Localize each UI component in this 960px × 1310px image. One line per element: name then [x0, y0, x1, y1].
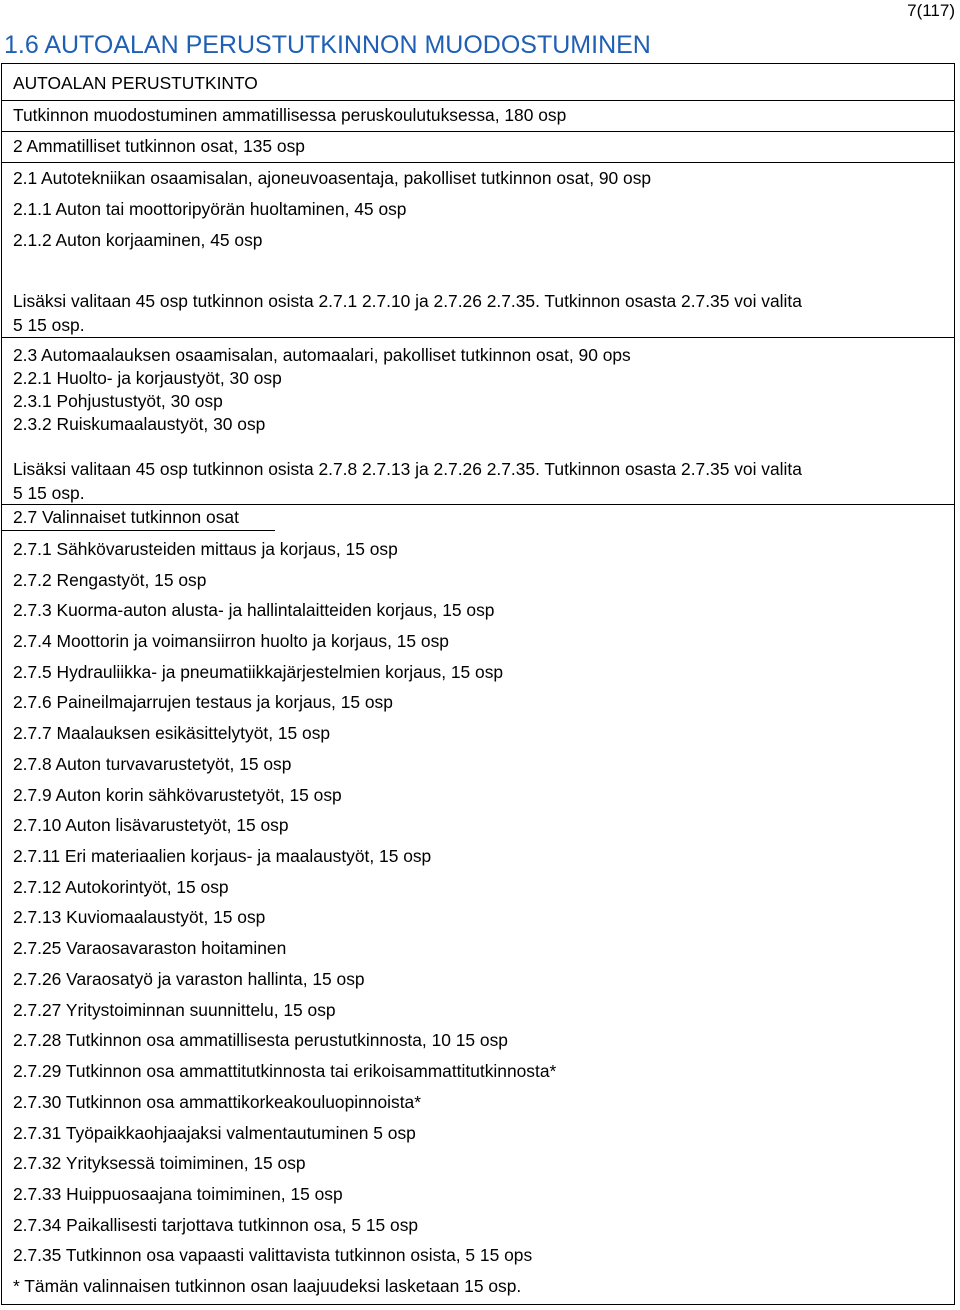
elective-item: 2.7.12 Autokorintyöt, 15 osp [13, 877, 229, 897]
elective-item: 2.7.25 Varaosavaraston hoitaminen [13, 938, 287, 958]
elective-item: 2.7.26 Varaosatyö ja varaston hallinta, 15 osp [13, 969, 365, 989]
elective-item: 2.7.6 Paineilmajarrujen testaus ja korjaus, 15 osp [13, 692, 393, 712]
degree-structure-table [1, 63, 955, 1305]
unit-2-3-1: 2.3.1 Pohjustustyöt, 30 osp [13, 391, 223, 411]
elective-item: 2.7.31 Työpaikkaohjaajaksi valmentautuminen 5 osp [13, 1123, 416, 1143]
unit-2-3-2: 2.3.2 Ruiskumaalaustyöt, 30 osp [13, 414, 266, 434]
elective-item: 2.7.10 Auton lisävarustetyöt, 15 osp [13, 815, 289, 835]
elective-item: 2.7.35 Tutkinnon osa vapaasti valittavista tutkinnon osista, 5 15 ops [13, 1245, 533, 1265]
elective-item: 2.7.11 Eri materiaalien korjaus- ja maalaustyöt, 15 osp [13, 846, 432, 866]
elective-item: 2.7.30 Tutkinnon osa ammattikorkeakouluopinnoista* [13, 1092, 421, 1112]
elective-item: 2.7.32 Yrityksessä toimiminen, 15 osp [13, 1153, 306, 1173]
row-divider [2, 100, 954, 101]
elective-item: 2.7.2 Rengastyöt, 15 osp [13, 570, 207, 590]
elective-item: 2.7.5 Hydrauliikka- ja pneumatiikkajärjestelmien korjaus, 15 osp [13, 662, 504, 682]
elective-item: 2.7.4 Moottorin ja voimansiirron huolto ja korjaus, 15 osp [13, 631, 449, 651]
elective-note-1-line-2: 5 15 osp. [13, 315, 85, 335]
elective-item: 2.7.33 Huippuosaajana toimiminen, 15 osp [13, 1184, 343, 1204]
row-divider [2, 337, 954, 338]
specialisation-car-painting: 2.3 Automaalauksen osaamisalan, automaalari, pakolliset tutkinnon osat, 90 ops [13, 345, 631, 365]
section-heading: 1.6 AUTOALAN PERUSTUTKINNON MUODOSTUMINEN [4, 31, 651, 59]
vocational-units: 2 Ammatilliset tutkinnon osat, 135 osp [13, 136, 305, 156]
elective-item: 2.7.29 Tutkinnon osa ammattitutkinnosta tai erikoisammattitutkinnosta* [13, 1061, 557, 1081]
elective-units-heading: 2.7 Valinnaiset tutkinnon osat [13, 507, 239, 527]
elective-item: 2.7.7 Maalauksen esikäsittelytyöt, 15 osp [13, 723, 331, 743]
unit-2-2-1: 2.2.1 Huolto- ja korjaustyöt, 30 osp [13, 368, 282, 388]
elective-note-2-line-1: Lisäksi valitaan 45 osp tutkinnon osista 2.7.8 2.7.13 ja 2.7.26 2.7.35. Tutkinnon osasta 2.7.35 voi valita [13, 459, 802, 479]
unit-2-1-1: 2.1.1 Auton tai moottoripyörän huoltaminen, 45 osp [13, 199, 407, 219]
row-divider [2, 131, 954, 132]
elective-item: 2.7.13 Kuviomaalaustyöt, 15 osp [13, 907, 266, 927]
unit-2-1-2: 2.1.2 Auton korjaaminen, 45 osp [13, 230, 263, 250]
degree-composition: Tutkinnon muodostuminen ammatillisessa peruskoulutuksessa, 180 osp [13, 105, 567, 125]
elective-item: 2.7.34 Paikallisesti tarjottava tutkinnon osa, 5 15 osp [13, 1215, 419, 1235]
footnote: * Tämän valinnaisen tutkinnon osan laajuudeksi lasketaan 15 osp. [13, 1276, 522, 1296]
elective-item: 2.7.28 Tutkinnon osa ammatillisesta perustutkinnosta, 10 15 osp [13, 1030, 508, 1050]
elective-item: 2.7.9 Auton korin sähkövarustetyöt, 15 osp [13, 785, 342, 805]
elective-item: 2.7.1 Sähkövarusteiden mittaus ja korjaus, 15 osp [13, 539, 398, 559]
elective-item: 2.7.27 Yritystoiminnan suunnittelu, 15 osp [13, 1000, 336, 1020]
elective-item: 2.7.8 Auton turvavarustetyöt, 15 osp [13, 754, 292, 774]
page-number: 7(117) [907, 1, 955, 20]
elective-note-2-line-2: 5 15 osp. [13, 483, 85, 503]
degree-title: AUTOALAN PERUSTUTKINTO [13, 73, 258, 93]
elective-item: 2.7.3 Kuorma-auton alusta- ja hallintalaitteiden korjaus, 15 osp [13, 600, 495, 620]
elective-note-1-line-1: Lisäksi valitaan 45 osp tutkinnon osista 2.7.1 2.7.10 ja 2.7.26 2.7.35. Tutkinnon osasta 2.7.35 voi valita [13, 291, 802, 311]
row-divider [2, 162, 954, 163]
heading-underline [2, 530, 275, 531]
specialisation-auto-technology: 2.1 Autotekniikan osaamisalan, ajoneuvoasentaja, pakolliset tutkinnon osat, 90 osp [13, 168, 652, 188]
row-divider [2, 504, 954, 505]
